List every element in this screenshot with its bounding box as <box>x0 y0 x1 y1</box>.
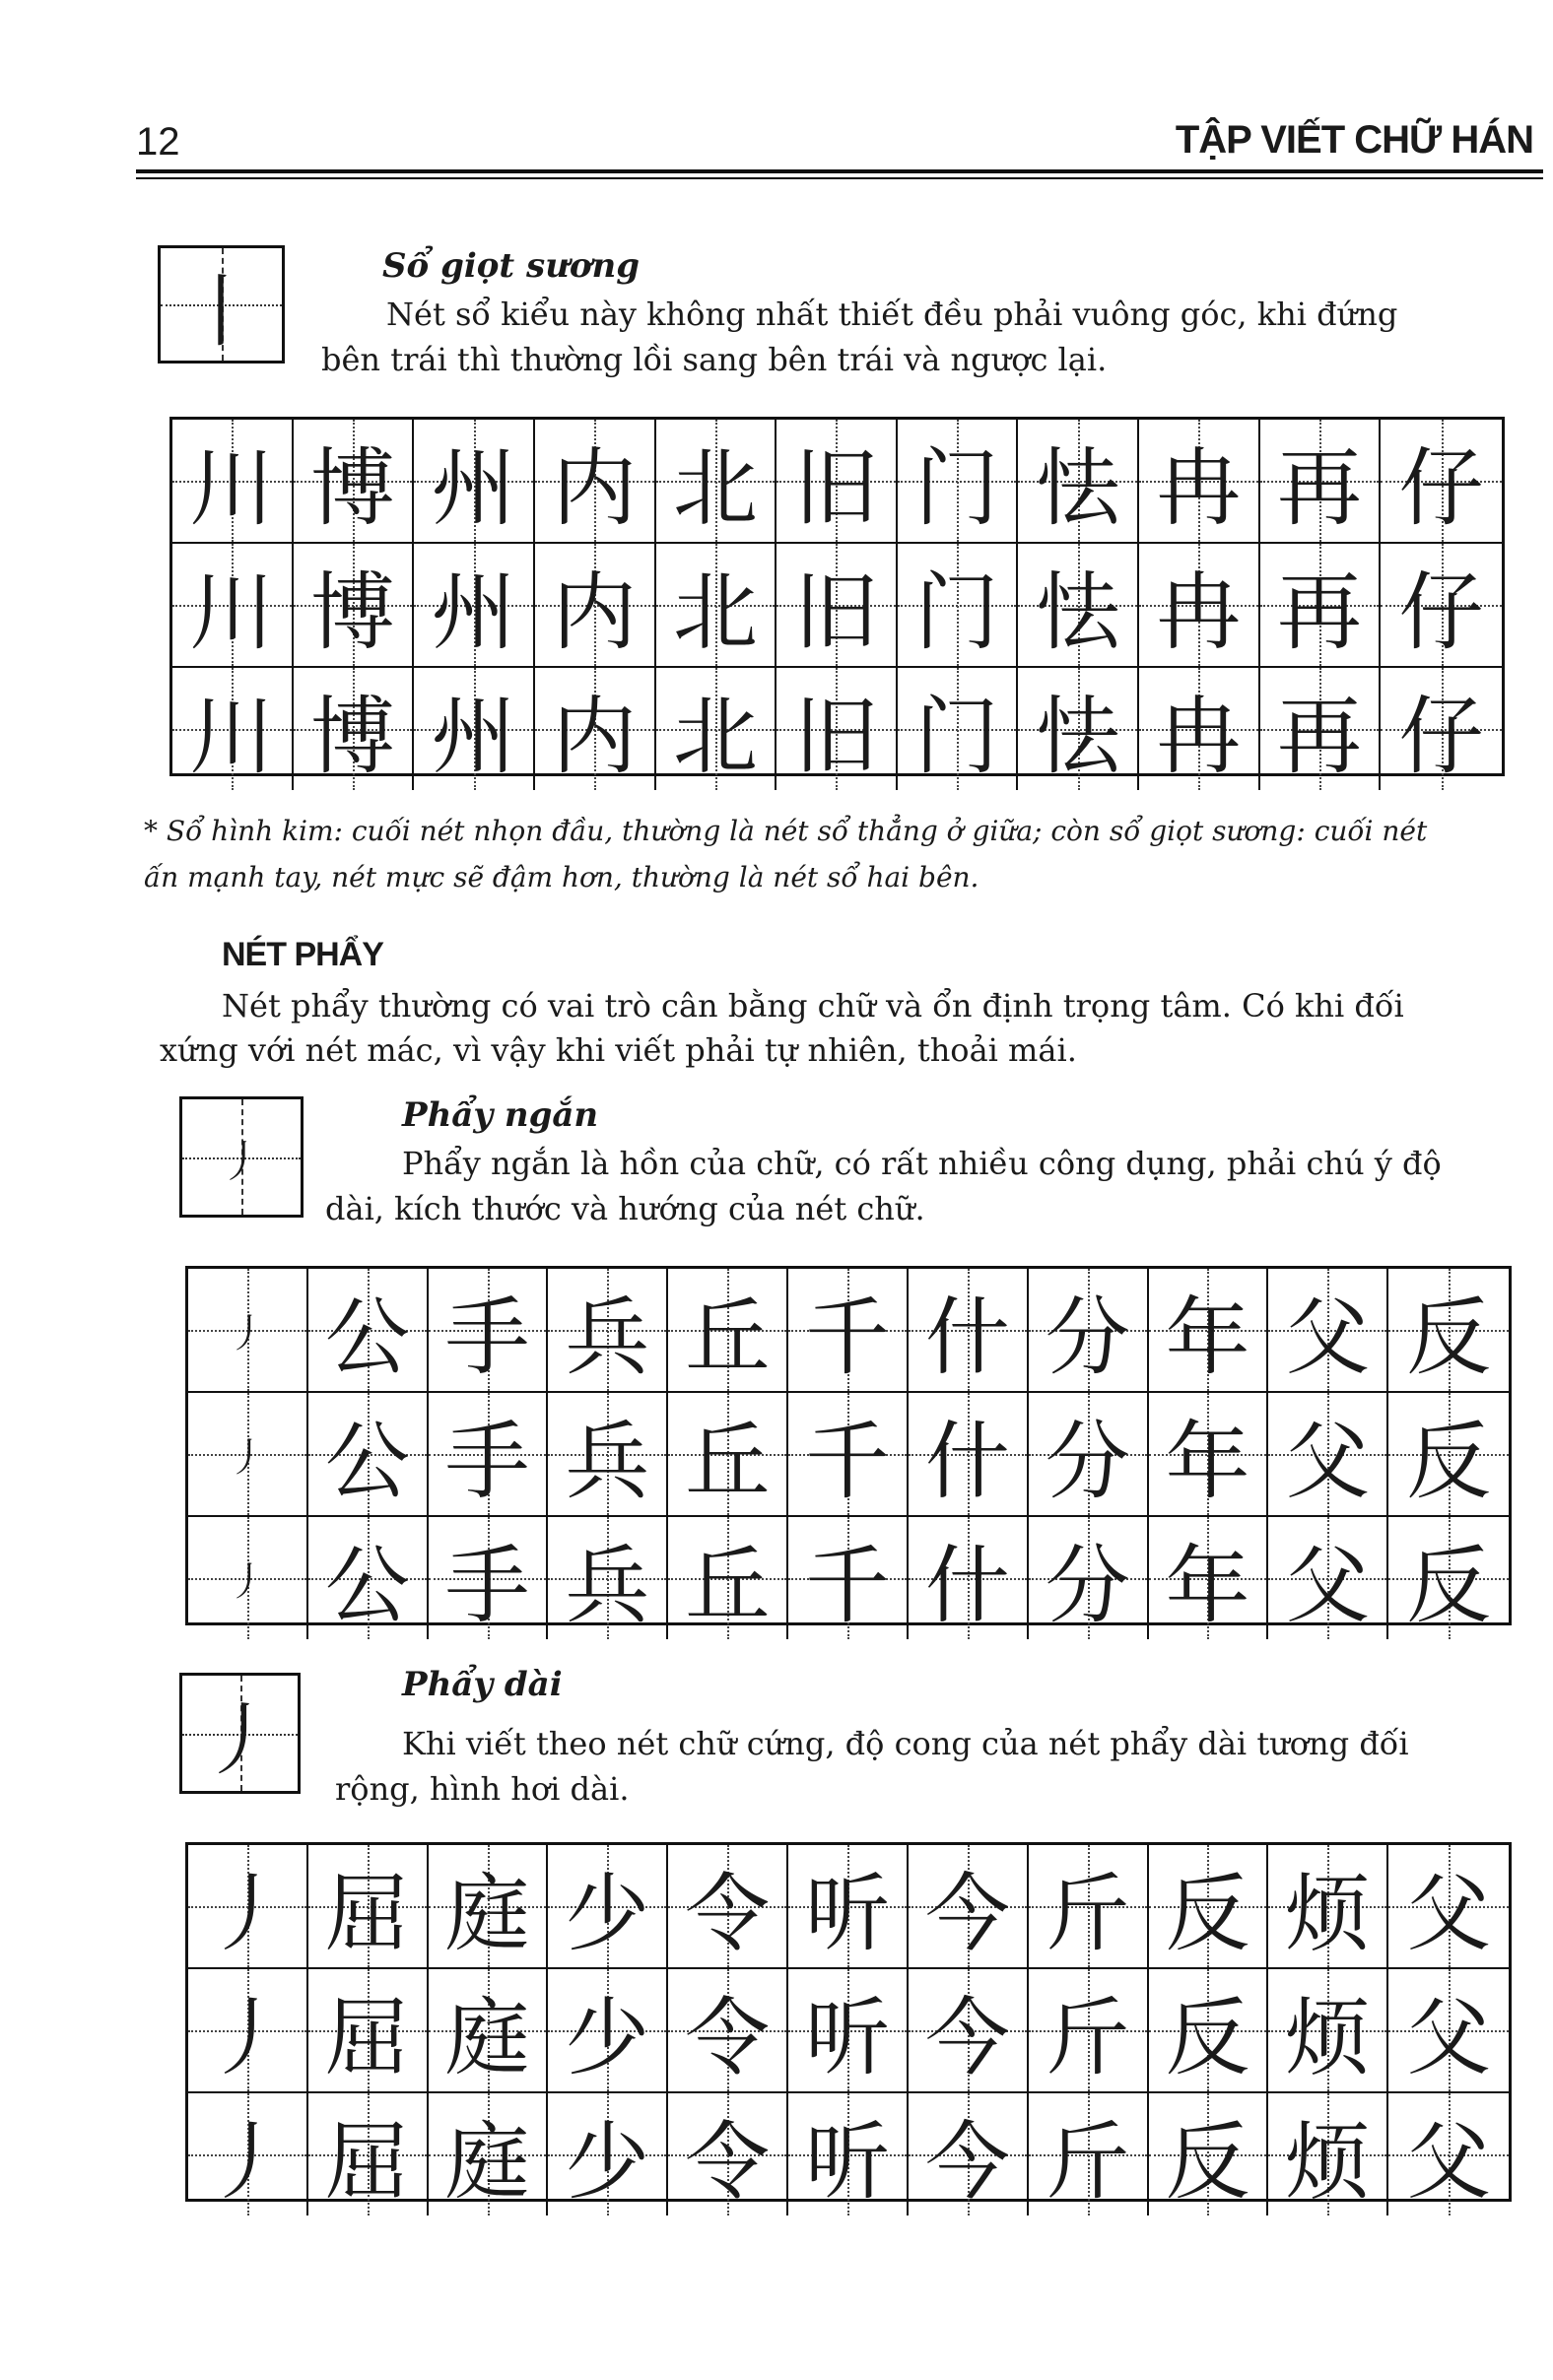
grid-cell <box>1381 668 1502 790</box>
grid-cell <box>1018 668 1139 790</box>
character: 斤 <box>1045 1989 1130 2087</box>
character: 父 <box>1406 1989 1492 2087</box>
character: 川 <box>189 688 275 786</box>
grid-cell <box>776 420 898 544</box>
character: 父 <box>1285 1413 1371 1511</box>
character: 年 <box>1165 1413 1250 1511</box>
character: 斤 <box>1045 1865 1130 1963</box>
practice-grid <box>185 1266 1512 1635</box>
character: 怯 <box>1035 688 1120 786</box>
character: 斤 <box>1045 2113 1130 2212</box>
paragraph-line: Phẩy ngắn là hồn của chữ, có rất nhiều công dụng, phải chú ý độ <box>402 1145 1442 1182</box>
grid-cell <box>172 668 294 790</box>
grid-cell <box>1139 420 1260 544</box>
grid-cell <box>1388 1517 1509 1639</box>
grid-cell <box>1029 1969 1149 2093</box>
grid-cell <box>656 544 777 668</box>
grid-cell <box>909 1517 1029 1639</box>
grid-cell <box>1029 1393 1149 1517</box>
stroke-example: 丿 <box>220 1136 263 1187</box>
character: 公 <box>324 1537 410 1635</box>
grid-cell <box>1268 2093 1388 2215</box>
stroke-example: 丨 <box>181 265 261 358</box>
grid-cell <box>1268 1393 1388 1517</box>
grid-cell <box>1149 1517 1269 1639</box>
grid-cell <box>1018 420 1139 544</box>
character: 今 <box>924 1989 1010 2087</box>
character: 今 <box>924 1865 1010 1963</box>
character: 州 <box>431 688 516 786</box>
character: 冉 <box>1156 439 1242 538</box>
character: 冉 <box>1156 563 1242 662</box>
grid-cell <box>414 420 535 544</box>
character: 仔 <box>1398 439 1484 538</box>
character: 父 <box>1406 2113 1492 2212</box>
grid-cell <box>535 544 656 668</box>
character: 年 <box>1165 1537 1250 1635</box>
paragraph-line: Nét sổ kiểu này không nhất thiết đều phải vuông góc, khi đứng <box>386 296 1398 333</box>
character: 烦 <box>1285 2113 1371 2212</box>
grid-cell <box>1268 1517 1388 1639</box>
character: 内 <box>552 563 638 662</box>
character: 烦 <box>1285 1865 1371 1963</box>
character: 屈 <box>324 1989 410 2087</box>
grid-cell <box>1381 420 1502 544</box>
grid-cell <box>308 1845 429 1969</box>
grid-cell <box>909 1269 1029 1393</box>
grid-cell <box>308 1269 429 1393</box>
character: 庭 <box>444 1865 530 1963</box>
character: 公 <box>324 1413 410 1511</box>
character: 父 <box>1285 1537 1371 1635</box>
character: 怯 <box>1035 439 1120 538</box>
character: 兵 <box>565 1289 650 1387</box>
stroke-example-box <box>179 1673 301 1794</box>
grid-cell <box>308 1393 429 1517</box>
grid-cell <box>429 1393 549 1517</box>
character: 听 <box>804 1865 890 1963</box>
grid-cell <box>294 420 415 544</box>
grid-cell <box>1388 1269 1509 1393</box>
character: 仔 <box>1398 563 1484 662</box>
grid-cell <box>188 1393 308 1517</box>
grid-cell <box>429 1845 549 1969</box>
character: 再 <box>1277 563 1363 662</box>
character: 听 <box>804 2113 890 2212</box>
character: 千 <box>804 1289 890 1387</box>
grid-cell <box>909 1969 1029 2093</box>
character: 丘 <box>685 1413 771 1511</box>
book-title: TẬP VIẾT CHỮ HÁN <box>1175 118 1533 162</box>
character: 川 <box>189 439 275 538</box>
character: 北 <box>672 563 758 662</box>
character: 手 <box>444 1537 530 1635</box>
grid-cell <box>788 1269 909 1393</box>
character: 再 <box>1277 688 1363 786</box>
grid-cell <box>1388 1969 1509 2093</box>
grid-cell <box>656 668 777 790</box>
subtitle: Sổ giọt sương <box>382 246 641 286</box>
grid-cell <box>548 1969 668 2093</box>
grid-cell <box>1388 1845 1509 1969</box>
grid-cell <box>172 544 294 668</box>
grid-cell <box>788 1969 909 2093</box>
character: 丿 <box>227 1558 267 1605</box>
grid-cell <box>668 1969 788 2093</box>
character: 听 <box>804 1989 890 2087</box>
grid-cell <box>909 1393 1029 1517</box>
grid-cell <box>776 668 898 790</box>
grid-cell <box>668 1393 788 1517</box>
grid-cell <box>548 1269 668 1393</box>
paragraph-line: rộng, hình hơi dài. <box>335 1770 630 1808</box>
character: 门 <box>914 688 1000 786</box>
character: 丿 <box>204 1989 290 2087</box>
character: 年 <box>1165 1289 1250 1387</box>
paragraph-line: xứng với nét mác, vì vậy khi viết phải tự nhiên, thoải mái. <box>160 1031 1077 1069</box>
section-heading: NÉT PHẨY <box>222 936 383 973</box>
grid-cell <box>429 1969 549 2093</box>
grid-cell <box>1388 1393 1509 1517</box>
grid-cell <box>1149 1393 1269 1517</box>
grid-cell <box>668 2093 788 2215</box>
grid-cell <box>1260 420 1382 544</box>
character: 令 <box>685 2113 771 2212</box>
grid-cell <box>1260 544 1382 668</box>
stroke-example-box <box>158 245 285 364</box>
character: 丿 <box>204 2113 290 2212</box>
grid-cell <box>294 668 415 790</box>
character: 父 <box>1406 1865 1492 1963</box>
character: 丿 <box>227 1310 267 1356</box>
grid-cell <box>1139 544 1260 668</box>
character: 少 <box>565 1865 650 1963</box>
character: 什 <box>924 1537 1010 1635</box>
grid-cell <box>788 2093 909 2215</box>
character: 屈 <box>324 1865 410 1963</box>
page-number: 12 <box>136 120 180 164</box>
grid-cell <box>788 1517 909 1639</box>
grid-cell <box>898 544 1019 668</box>
practice-grid <box>169 417 1505 786</box>
character: 博 <box>309 439 395 538</box>
grid-cell <box>172 420 294 544</box>
character: 再 <box>1277 439 1363 538</box>
character: 少 <box>565 1989 650 2087</box>
character: 反 <box>1406 1537 1492 1635</box>
grid-cell <box>548 2093 668 2215</box>
character: 反 <box>1406 1289 1492 1387</box>
character: 丘 <box>685 1537 771 1635</box>
character: 丘 <box>685 1289 771 1387</box>
grid-cell <box>308 1517 429 1639</box>
grid-cell <box>909 2093 1029 2215</box>
character: 怯 <box>1035 563 1120 662</box>
grid-cell <box>548 1845 668 1969</box>
character: 旧 <box>793 688 879 786</box>
header-rule <box>136 169 1543 173</box>
subtitle: Phẩy dài <box>402 1665 563 1704</box>
grid-cell <box>1149 1845 1269 1969</box>
paragraph-line: bên trái thì thường lồi sang bên trái và ngược lại. <box>321 341 1108 378</box>
grid-cell <box>909 1845 1029 1969</box>
grid-cell <box>1139 668 1260 790</box>
grid-cell <box>429 1517 549 1639</box>
character: 内 <box>552 688 638 786</box>
character: 川 <box>189 563 275 662</box>
character: 烦 <box>1285 1989 1371 2087</box>
grid-cell <box>898 420 1019 544</box>
character: 公 <box>324 1289 410 1387</box>
paragraph-line: Khi viết theo nét chữ cứng, độ cong của nét phẩy dài tương đối <box>402 1725 1409 1762</box>
character: 兵 <box>565 1413 650 1511</box>
character: 丿 <box>204 1865 290 1963</box>
grid-cell <box>1029 1269 1149 1393</box>
character: 令 <box>685 1989 771 2087</box>
grid-cell <box>1149 2093 1269 2215</box>
grid-cell <box>788 1393 909 1517</box>
character: 反 <box>1165 1989 1250 2087</box>
grid-cell <box>414 668 535 790</box>
character: 内 <box>552 439 638 538</box>
character: 庭 <box>444 1989 530 2087</box>
character: 兵 <box>565 1537 650 1635</box>
header-rule-thin <box>136 177 1543 179</box>
character: 北 <box>672 688 758 786</box>
character: 手 <box>444 1289 530 1387</box>
grid-cell <box>188 1269 308 1393</box>
footnote-line: ấn mạnh tay, nét mực sẽ đậm hơn, thường là nét sổ hai bên. <box>144 861 979 893</box>
character: 分 <box>1045 1413 1130 1511</box>
grid-cell <box>656 420 777 544</box>
grid-cell <box>668 1517 788 1639</box>
practice-grid <box>185 1842 1512 2212</box>
character: 千 <box>804 1537 890 1635</box>
grid-cell <box>1388 2093 1509 2215</box>
grid-cell <box>1029 2093 1149 2215</box>
grid-cell <box>308 1969 429 2093</box>
character: 旧 <box>793 439 879 538</box>
stroke-example: 丿 <box>200 1694 280 1786</box>
character: 令 <box>685 1865 771 1963</box>
character: 丿 <box>227 1434 267 1481</box>
character: 父 <box>1285 1289 1371 1387</box>
character: 千 <box>804 1413 890 1511</box>
character: 州 <box>431 439 516 538</box>
character: 旧 <box>793 563 879 662</box>
grid-cell <box>1268 1845 1388 1969</box>
character: 北 <box>672 439 758 538</box>
paragraph-line: dài, kích thước và hướng của nét chữ. <box>325 1190 925 1227</box>
grid-cell <box>414 544 535 668</box>
footnote-line: * Sổ hình kim: cuối nét nhọn đầu, thường là nét sổ thẳng ở giữa; còn sổ giọt sương: cuối nét <box>144 815 1428 847</box>
grid-cell <box>188 1969 308 2093</box>
grid-cell <box>1260 668 1382 790</box>
character: 反 <box>1165 2113 1250 2212</box>
grid-cell <box>668 1269 788 1393</box>
grid-cell <box>188 2093 308 2215</box>
grid-cell <box>898 668 1019 790</box>
grid-cell <box>668 1845 788 1969</box>
paragraph-line: Nét phẩy thường có vai trò cân bằng chữ và ổn định trọng tâm. Có khi đối <box>222 987 1404 1025</box>
character: 仔 <box>1398 688 1484 786</box>
character: 博 <box>309 688 395 786</box>
character: 分 <box>1045 1289 1130 1387</box>
character: 州 <box>431 563 516 662</box>
character: 分 <box>1045 1537 1130 1635</box>
grid-cell <box>535 668 656 790</box>
grid-cell <box>1149 1269 1269 1393</box>
grid-cell <box>548 1517 668 1639</box>
grid-cell <box>308 2093 429 2215</box>
character: 什 <box>924 1289 1010 1387</box>
grid-cell <box>188 1517 308 1639</box>
grid-cell <box>1268 1269 1388 1393</box>
grid-cell <box>776 544 898 668</box>
character: 手 <box>444 1413 530 1511</box>
grid-cell <box>429 1269 549 1393</box>
grid-cell <box>1029 1845 1149 1969</box>
character: 屈 <box>324 2113 410 2212</box>
grid-cell <box>1029 1517 1149 1639</box>
character: 反 <box>1165 1865 1250 1963</box>
character: 门 <box>914 439 1000 538</box>
grid-cell <box>535 420 656 544</box>
stroke-example-box <box>179 1096 304 1218</box>
character: 博 <box>309 563 395 662</box>
grid-cell <box>1381 544 1502 668</box>
grid-cell <box>1018 544 1139 668</box>
grid-cell <box>188 1845 308 1969</box>
character: 门 <box>914 563 1000 662</box>
character: 今 <box>924 2113 1010 2212</box>
grid-cell <box>294 544 415 668</box>
grid-cell <box>429 2093 549 2215</box>
grid-cell <box>1268 1969 1388 2093</box>
character: 什 <box>924 1413 1010 1511</box>
grid-cell <box>788 1845 909 1969</box>
character: 少 <box>565 2113 650 2212</box>
character: 冉 <box>1156 688 1242 786</box>
grid-cell <box>1149 1969 1269 2093</box>
character: 庭 <box>444 2113 530 2212</box>
character: 反 <box>1406 1413 1492 1511</box>
subtitle: Phẩy ngắn <box>402 1095 599 1135</box>
grid-cell <box>548 1393 668 1517</box>
